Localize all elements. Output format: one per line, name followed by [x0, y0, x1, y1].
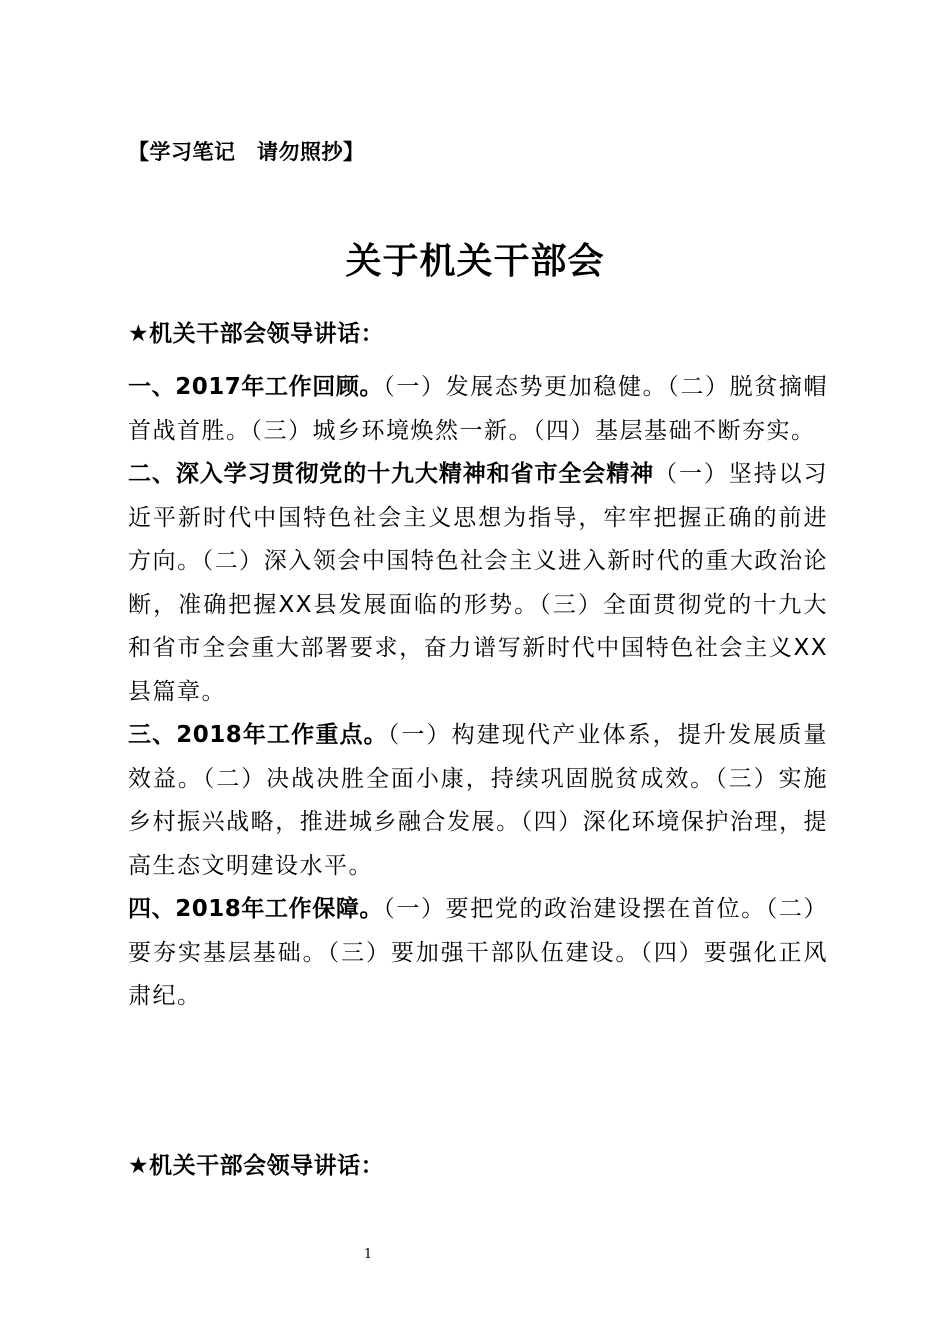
paragraph-review-2017 — [128, 366, 828, 453]
paragraph-priorities-2018 — [128, 714, 828, 888]
paragraph-text: （一）坚持以习近平新时代中国特色社会主义思想为指导，牢牢把握正确的前进方向。（二）深入领会中国特色社会主义进入新时代的重大政治论断，准确把握XX县发展面临的形势。（三）全面贯彻党的十九大和省市全会重大部署要求，奋力谱写新时代中国特色社会主义XX县篇章。 — [128, 461, 829, 705]
paragraph-heading: 三、2018年工作重点。 — [128, 722, 388, 748]
paragraph-heading: 一、2017年工作回顾。 — [128, 374, 384, 400]
paragraph-heading: 二、深入学习贯彻党的十九大精神和省市全会精神 — [128, 461, 655, 487]
page-number: 1 — [363, 1247, 373, 1262]
paragraph-guarantees-2018 — [128, 888, 828, 1019]
document-title: 关于机关干部会 — [345, 240, 605, 282]
paragraph-heading: 四、2018年工作保障。 — [128, 896, 384, 922]
paragraph-text: （一）构建现代产业体系，提升发展质量效益。（二）决战决胜全面小康，持续巩固脱贫成效。（三）实施乡村振兴战略，推进城乡融合发展。（四）深化环境保护治理，提高生态文明建设水平。 — [128, 722, 829, 879]
paragraph-text: （一）发展态势更加稳健。（二）脱贫摘帽首战首胜。（三）城乡环境焕然一新。（四）基层基础不断夯实。 — [128, 374, 829, 444]
section-heading-2: ★机关干部会领导讲话： — [128, 1153, 385, 1179]
paragraph-text: （一）要把党的政治建设摆在首位。（二）要夯实基层基础。（三）要加强干部队伍建设。（四）要强化正风肃纪。 — [128, 896, 829, 1009]
speech-body — [128, 366, 828, 1019]
study-note-label: 【学习笔记 请勿照抄】 — [128, 140, 365, 164]
paragraph-study-spirit — [128, 453, 828, 714]
section-heading: ★机关干部会领导讲话： — [128, 321, 385, 347]
